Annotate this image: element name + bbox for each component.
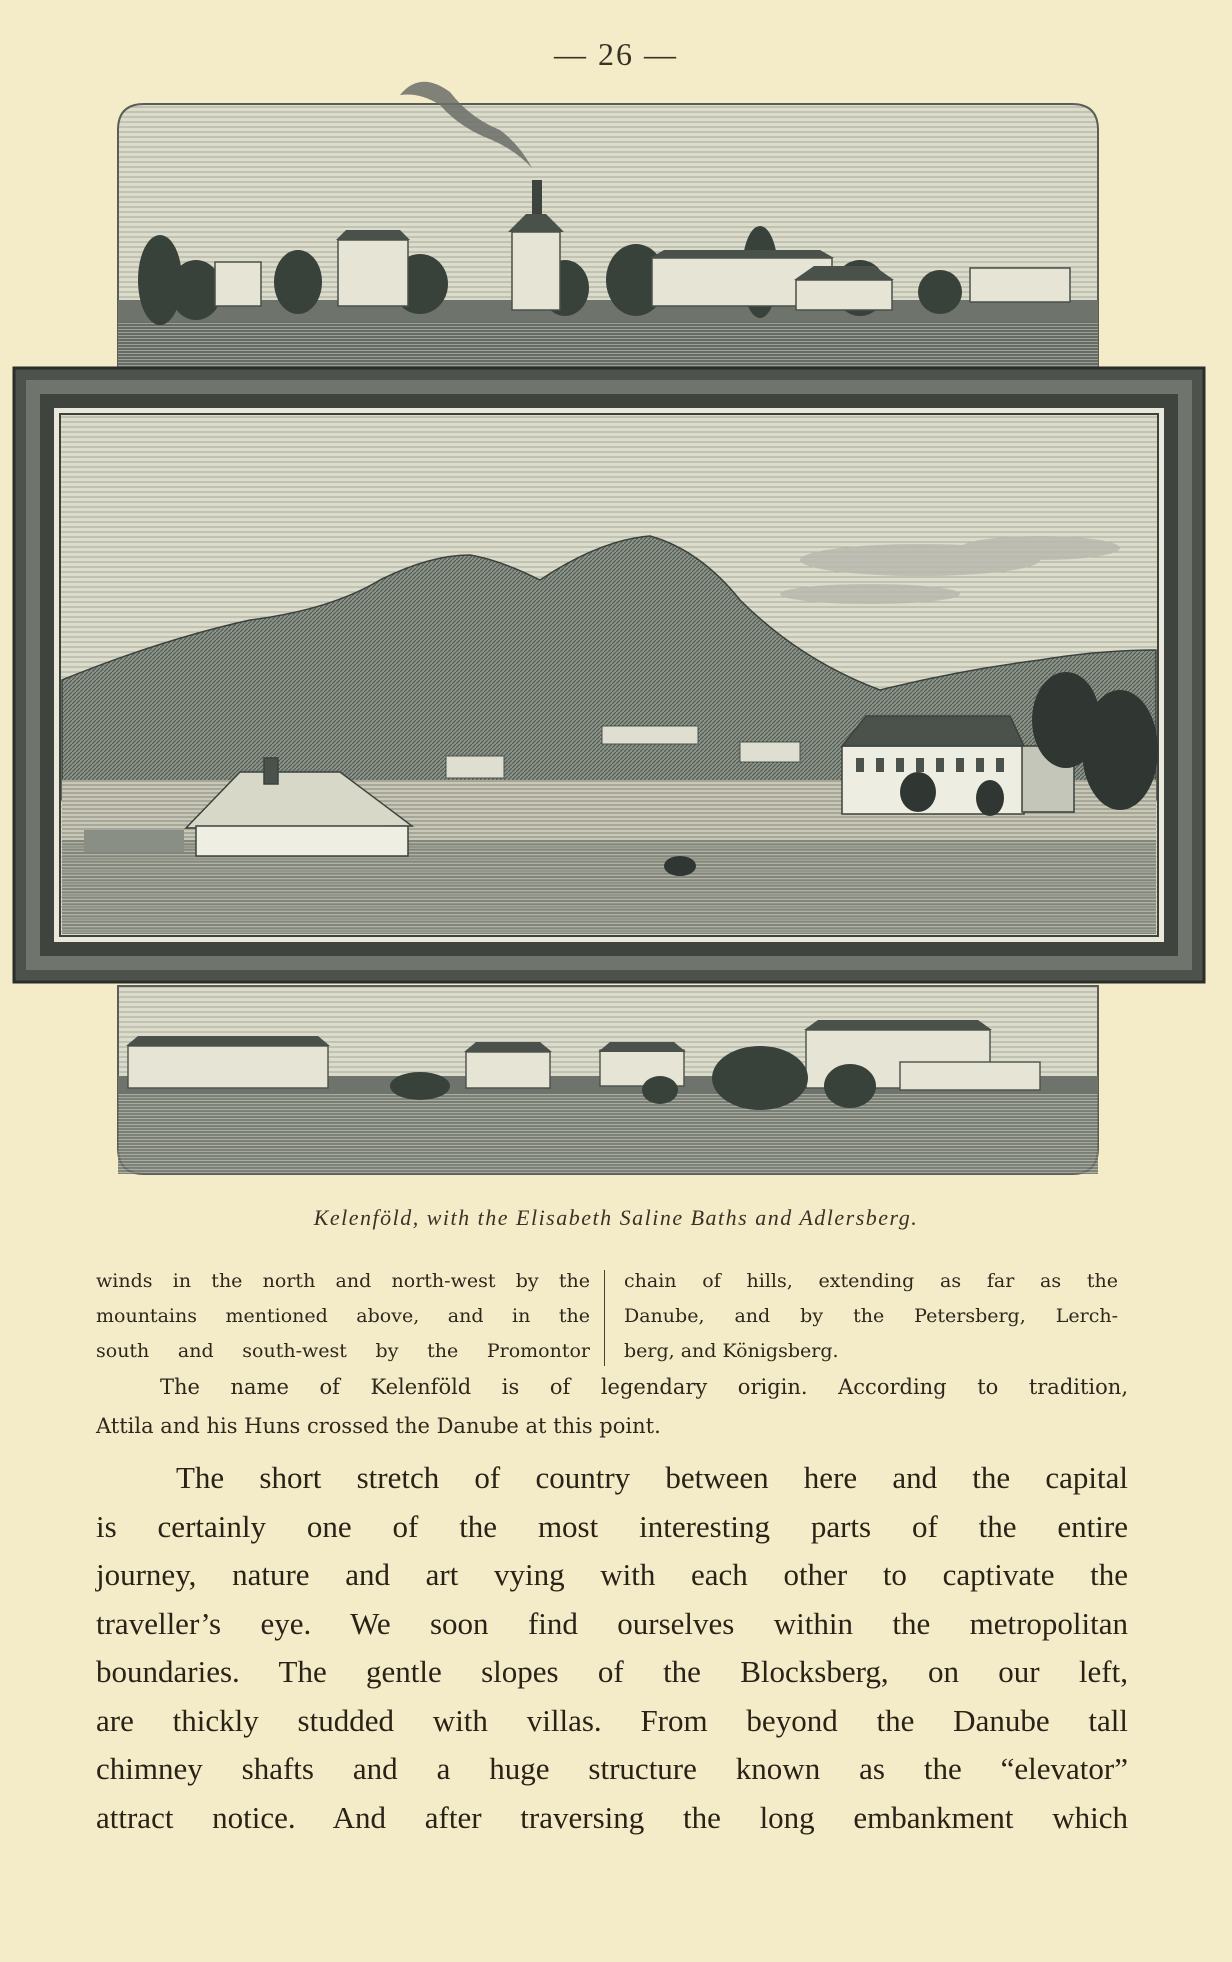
text-line: are thickly studded with villas. From beyond the Danube tall bbox=[96, 1702, 1128, 1738]
right-column bbox=[624, 1264, 1118, 1369]
text-line: attract notice. And after traversing the long embankment which bbox=[96, 1799, 1128, 1835]
text-line: chimney shafts and a huge structure known as the “elevator” bbox=[96, 1751, 1128, 1786]
column-divider bbox=[604, 1270, 605, 1366]
text-line: berg, and Königsberg. bbox=[624, 1340, 839, 1362]
text-line: The name of Kelenföld is of legendary origin. According to tradition, bbox=[160, 1375, 1128, 1399]
text-line: boundaries. The gentle slopes of the Blocksberg, on our left, bbox=[96, 1654, 1128, 1689]
text-line: winds in the north and north-west by the bbox=[96, 1270, 590, 1292]
text-line: is certainly one of the most interesting parts of the entire bbox=[96, 1508, 1128, 1544]
legend-paragraph bbox=[96, 1368, 1128, 1446]
text-line: south and south-west by the Promontor bbox=[96, 1340, 590, 1362]
illustration-caption: Kelenföld, with the Elisabeth Saline Baths and Adlersberg. bbox=[313, 1205, 919, 1230]
main-paragraph bbox=[96, 1454, 1128, 1842]
text-line: Attila and his Huns crossed the Danube at this point. bbox=[96, 1414, 661, 1438]
page-number: — 26 — bbox=[554, 36, 678, 72]
text-line: journey, nature and art vying with each other to captivate the bbox=[96, 1557, 1128, 1592]
text-line: mountains mentioned above, and in the bbox=[96, 1305, 590, 1327]
left-column bbox=[96, 1264, 590, 1369]
text-line: traveller’s eye. We soon find ourselves within the metropolitan bbox=[96, 1605, 1128, 1641]
bottom-panorama bbox=[118, 986, 1098, 1174]
text-line: The short stretch of country between here and the capital bbox=[176, 1460, 1128, 1495]
top-panorama bbox=[118, 82, 1098, 372]
text-line: Danube, and by the Petersberg, Lerch- bbox=[624, 1305, 1118, 1327]
text-line: chain of hills, extending as far as the bbox=[624, 1270, 1118, 1292]
framed-landscape bbox=[14, 368, 1204, 982]
